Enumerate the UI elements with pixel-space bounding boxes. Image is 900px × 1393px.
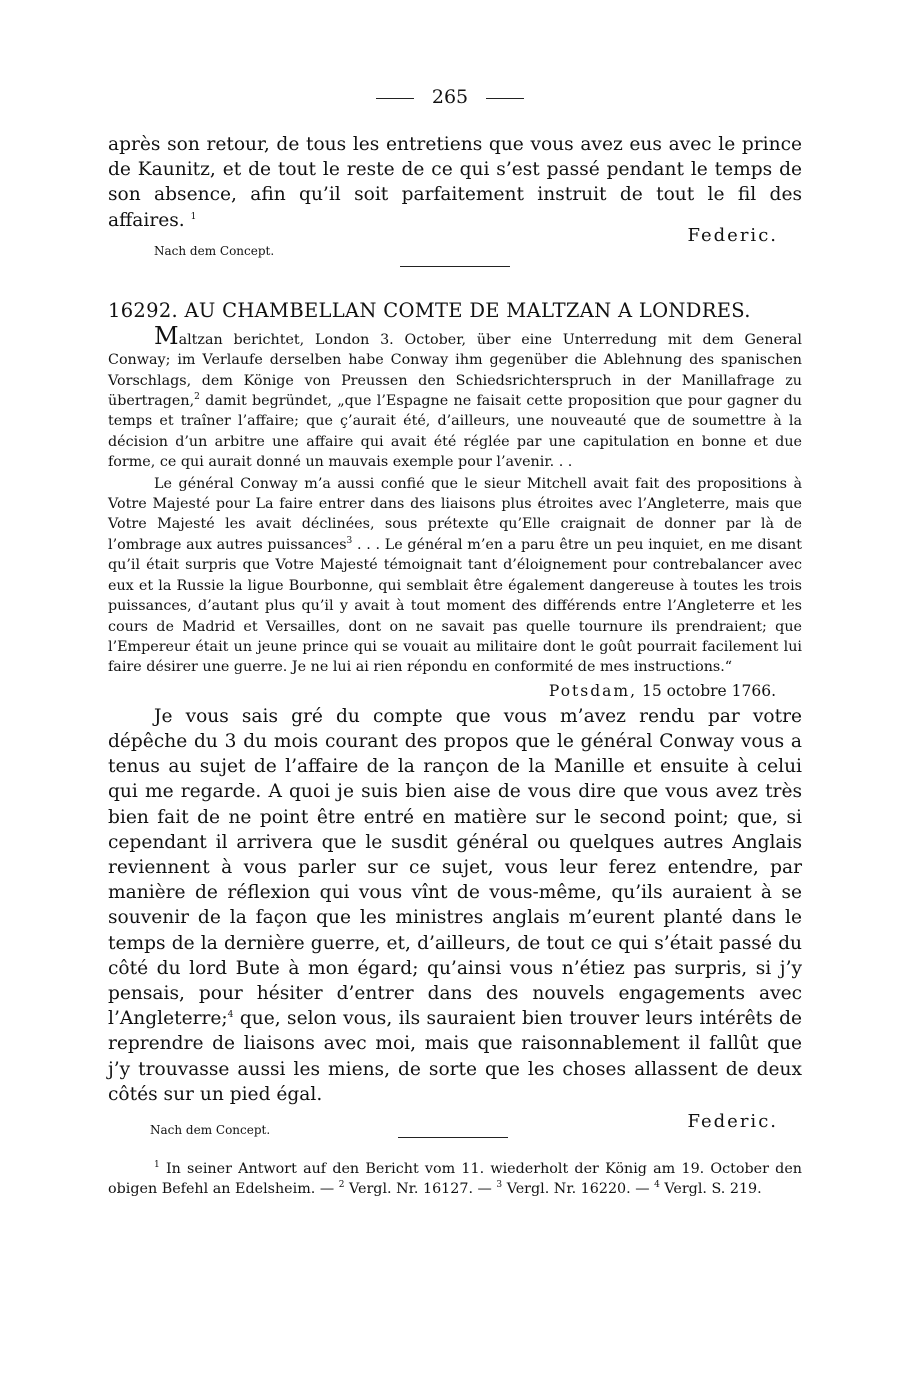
footnote-4-marker: 4: [654, 1180, 660, 1191]
footnote-2-text: Vergl. Nr. 16127. —: [349, 1180, 492, 1197]
letter-signature: Federic.: [687, 1110, 778, 1132]
section-divider: [400, 266, 510, 267]
page-number-dash-left: [376, 98, 414, 99]
letter-number: 16292.: [108, 298, 179, 322]
summary-initial: M: [154, 321, 179, 350]
intro-source-note: Nach dem Concept.: [154, 243, 275, 258]
footnote-marker-2: 2: [194, 392, 200, 403]
summary-text-2a: Le général Conway m’a aussi confié que le sieur Mitchell avait fait des propositions à Votre Majesté pour La faire entrer dans des liaisons plus étroites avec l’Angleterre, mais que Votre Majesté les avait déclinées, sous prétexte qu’Elle craignait de donner par là de l’ombrage aux autres puissances: [108, 475, 802, 553]
footnote-3-text: Vergl. Nr. 16220. —: [506, 1180, 650, 1197]
footnote-marker-3: 3: [346, 536, 353, 547]
footnote-1-text: In seiner Antwort auf den Bericht vom 11. wiederholt der König am 19. October den obigen Befehl an Edelsheim. —: [108, 1160, 803, 1197]
footnotes: [108, 1159, 802, 1199]
letter-body-text-b: que, selon vous, ils sauraient bien trouver leurs intérêts de reprendre de liaisons avec moi, mais que raisonnablement il fallût que j’y trouvasse aussi les miens, de sorte que les choses allassent de deux côtés sur un pied égal.: [108, 1008, 802, 1105]
footnote-marker-1: 1: [190, 211, 197, 222]
letter-source-note: Nach dem Concept.: [150, 1122, 271, 1137]
dateline-city: Potsdam,: [548, 681, 638, 700]
page-number: [0, 86, 900, 108]
summary-paragraph-1: [108, 321, 802, 473]
footnote-marker-4: 4: [227, 1009, 234, 1020]
letter-dateline: [108, 682, 802, 700]
summary-text-2b: . . . Le général m’en a paru être un peu inquiet, en me disant qu’il était surpris que Votre Majesté témoignait tant d’éloignement pour contrebalancer avec eux et la Russie la ligue Bourbonne, qui semblait être également dangereuse à toutes les trois puissances, d’autant plus qu’il y avait à tout moment des différends entre l’Angleterre et les cours de Madrid et Versailles, dont on ne savait pas quelle tournure ils prendraient; que l’Empereur était un jeune prince qui se vouait au militaire dont le goût pourrait facilement lui faire désirer une guerre. Je ne lui ai rien répondu en conformité de mes instructions.“: [108, 536, 802, 676]
summary-text-1a: altzan berichtet, London 3. October, über eine Unterredung mit dem General Conway; im Verlaufe derselben habe Conway ihm gegenüber die Ablehnung des spanischen Vorschlags, dem Könige von Preussen den Schiedsrichterspruch in der Manillafrage zu übertragen,: [108, 331, 802, 410]
footnote-4-text: Vergl. S. 219.: [664, 1180, 762, 1197]
closing-divider: [398, 1137, 508, 1138]
intro-text: après son retour, de tous les entretiens que vous avez eus avec le prince de Kaunitz, et de tout le reste de ce qui s’est passé pendant le temps de son absence, afin qu’il soit parfaitement instruit de tout le fil des affaires.: [108, 134, 802, 231]
dateline-date: 15 octobre 1766.: [641, 681, 776, 700]
summary-paragraph-2: [108, 474, 802, 678]
summary-text-1b: damit begründet, „que l’Espagne ne faisait cette proposition que pour gagner du temps et traîner l’affaire; que ç’aurait été, d’ailleurs, une nouveauté que de soumettre à la décision d’un arbitre une affaire qui avait été réglée par une capitulation en bonne et due forme, ce qui aurait donné un mauvais exemple pour l’avenir. . .: [108, 393, 802, 471]
intro-paragraph: [108, 132, 802, 233]
page-number-text: 265: [431, 86, 469, 108]
footnote-2-marker: 2: [338, 1180, 345, 1191]
letter-closing: [108, 1111, 802, 1141]
footnote-1-marker: 1: [154, 1160, 160, 1171]
page-number-dash-right: [486, 98, 524, 99]
letter-heading: [108, 299, 802, 322]
intro-signature: Federic.: [687, 224, 778, 246]
page-body: [108, 132, 802, 1199]
letter-body-text-a: Je vous sais gré du compte que vous m’avez rendu par votre dépêche du 3 du mois courant des propos que le général Conway vous a tenus au sujet de l’affaire de la rançon de la Manille et ensuite à celui qui me regarde. A quoi je suis bien aise de vous dire que vous avez très bien fait de ne point être entré en matière sur le second point; que, si cependant il arrivera que le susdit général ou quelques autres Anglais reviennent à vous parler sur ce sujet, vous leur ferez entendre, par manière de réflexion qui vous vînt de vous-même, qu’ils auraient à se souvenir de la façon que les ministres anglais m’eurent planté dans le temps de la dernière guerre, et, d’ailleurs, de tout ce qui s’était passé du côté du lord Bute à mon égard; qu’ainsi vous n’étiez pas surpris, si j’y pensais, pour hésiter d’entrer dans des nouvels engagements avec l’Angleterre;: [108, 705, 802, 1030]
letter-body: [108, 704, 802, 1107]
footnote-3-marker: 3: [496, 1180, 503, 1191]
letter-title: AU CHAMBELLAN COMTE DE MALTZAN A LONDRES.: [184, 298, 751, 322]
